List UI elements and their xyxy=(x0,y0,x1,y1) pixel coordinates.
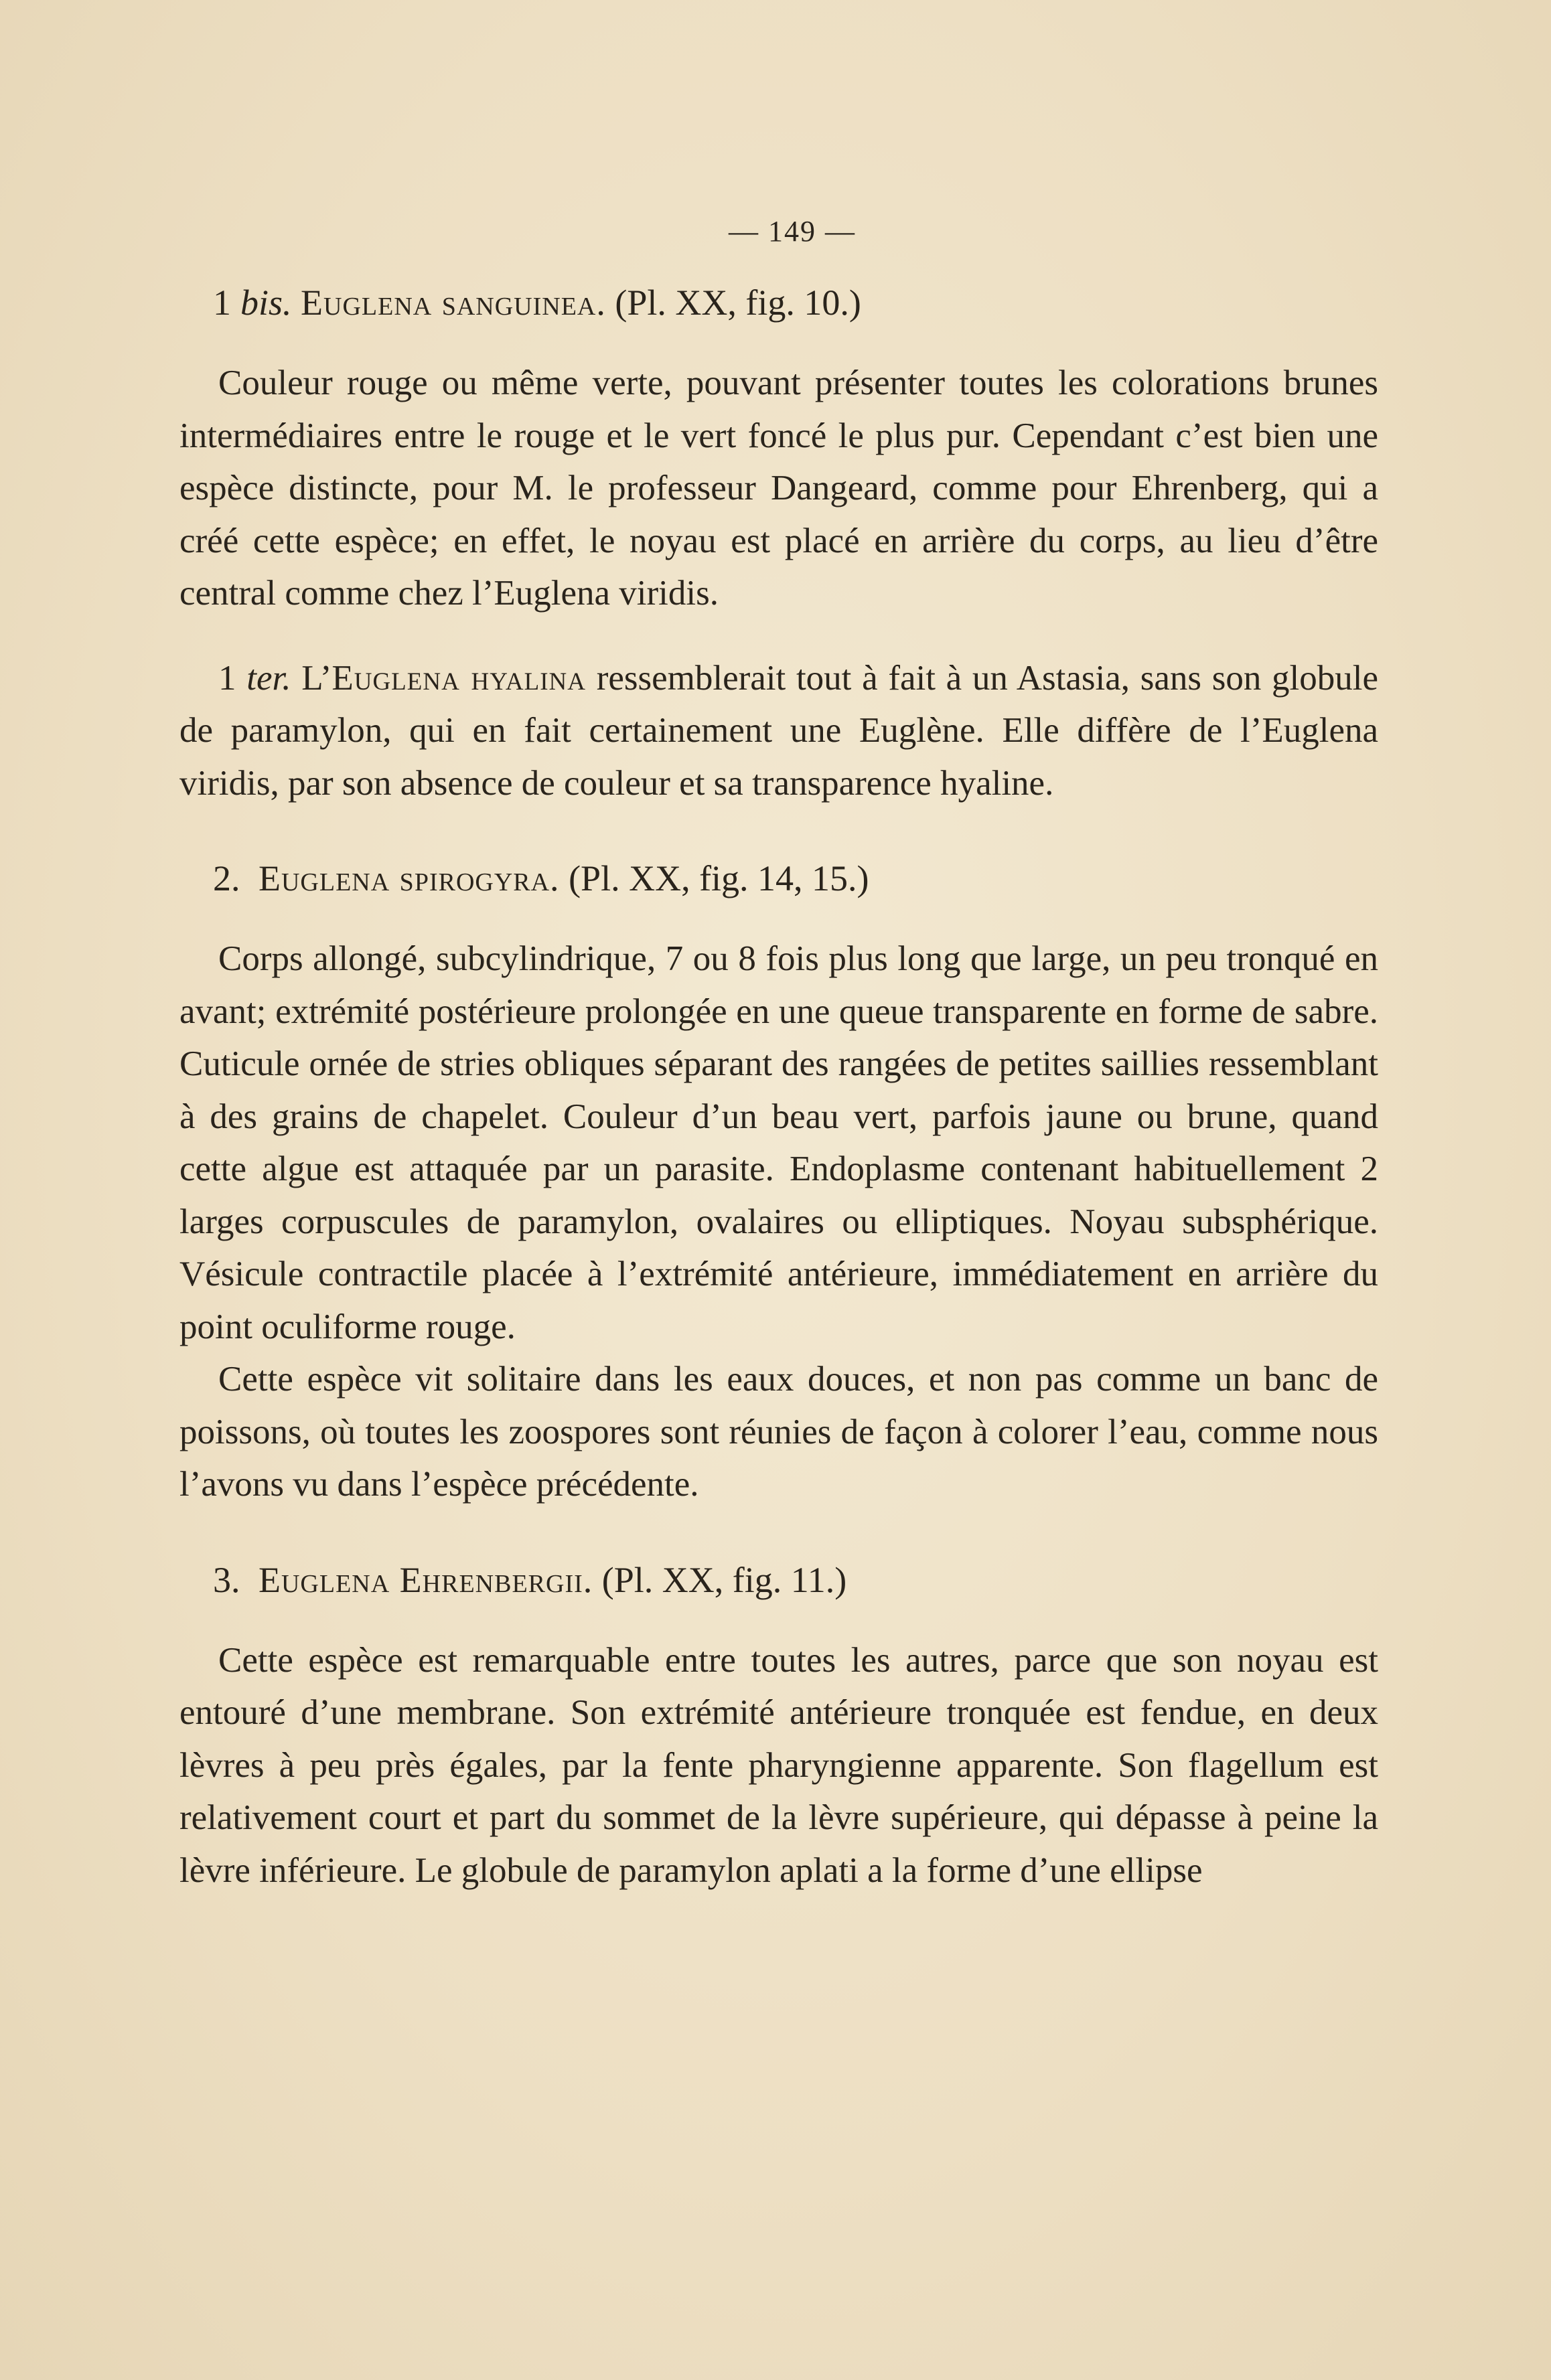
section-qualifier: bis. xyxy=(240,283,292,323)
plate-reference: (Pl. XX, fig. 10.) xyxy=(615,283,861,323)
section-number: 1 xyxy=(218,658,236,698)
section-paragraph: Couleur rouge ou même verte, pouvant présenter toutes les colorations brunes intermédiaires entre le rouge et le vert foncé le plus pur. Cependant c’est bien une espèce distincte, pour M. le professeur Dangeard, comme pour Ehrenberg, qui a créé cette espèce; en effet, le noyau est placé en arrière du corps, au lieu d’être central comme chez l’Euglena viridis. xyxy=(179,364,1378,613)
species-name: Euglena spirogyra. xyxy=(258,858,560,898)
plate-reference: (Pl. XX, fig. 14, 15.) xyxy=(569,858,869,898)
plate-reference: (Pl. XX, fig. 11.) xyxy=(601,1559,847,1600)
section-number: 3. xyxy=(213,1559,240,1600)
section-paragraph: Cette espèce est remarquable entre toutes les autres, parce que son noyau est entouré d’une membrane. Son extrémité antérieure tronquée est fendue, en deux lèvres à peu près égales, par la fente pharyngienne apparente. Son flagellum est relativement court et part du sommet de la lèvre supérieure, qui dépasse à peine la lèvre inférieure. Le globule de paramylon aplati a la forme d’une ellipse xyxy=(179,1640,1378,1890)
section-heading-1bis xyxy=(179,276,1378,329)
species-name: Euglena hyalina xyxy=(331,658,586,698)
section-number: 2. xyxy=(213,858,240,898)
species-name: Euglena sanguinea. xyxy=(301,283,606,323)
page-body xyxy=(179,214,1378,1897)
section-paragraph: Corps allongé, subcylindrique, 7 ou 8 fois plus long que large, un peu tronqué en avant; extrémité postérieure prolongée en une queue transparente en forme de sabre. Cuticule ornée de stries obliques séparant des rangées de petites saillies ressemblant à des grains de chapelet. Couleur d’un beau vert, parfois jaune ou brune, quand cette algue est attaquée par un parasite. Endoplasme contenant habituellement 2 larges corpuscules de paramylon, ovalaires ou elliptiques. Noyau subsphérique. Vésicule contractile placée à l’extrémité antérieure, immédiatement en arrière du point oculiforme rouge. xyxy=(179,939,1378,1346)
section-heading-2 xyxy=(179,852,1378,904)
section-paragraph: Cette espèce vit solitaire dans les eaux douces, et non pas comme un banc de poissons, où toutes les zoospores sont réunies de façon à colorer l’eau, comme nous l’avons vu dans l’espèce précédente. xyxy=(179,1360,1378,1504)
section-number: 1 xyxy=(213,283,231,323)
article: L’ xyxy=(301,658,332,698)
species-name: Euglena Ehrenbergii. xyxy=(258,1559,593,1600)
section-1ter-paragraph xyxy=(179,652,1378,810)
section-text: ressemblerait tout à fait à un Astasia, sans son globule de paramylon, qui en fait certainement une Euglène. Elle diffère de l’Euglena viridis, par son absence de couleur et sa transparence hyaline. xyxy=(179,658,1379,803)
section-heading-3 xyxy=(179,1554,1378,1606)
section-qualifier: ter. xyxy=(246,658,291,698)
page-number: — 149 — xyxy=(729,215,856,248)
